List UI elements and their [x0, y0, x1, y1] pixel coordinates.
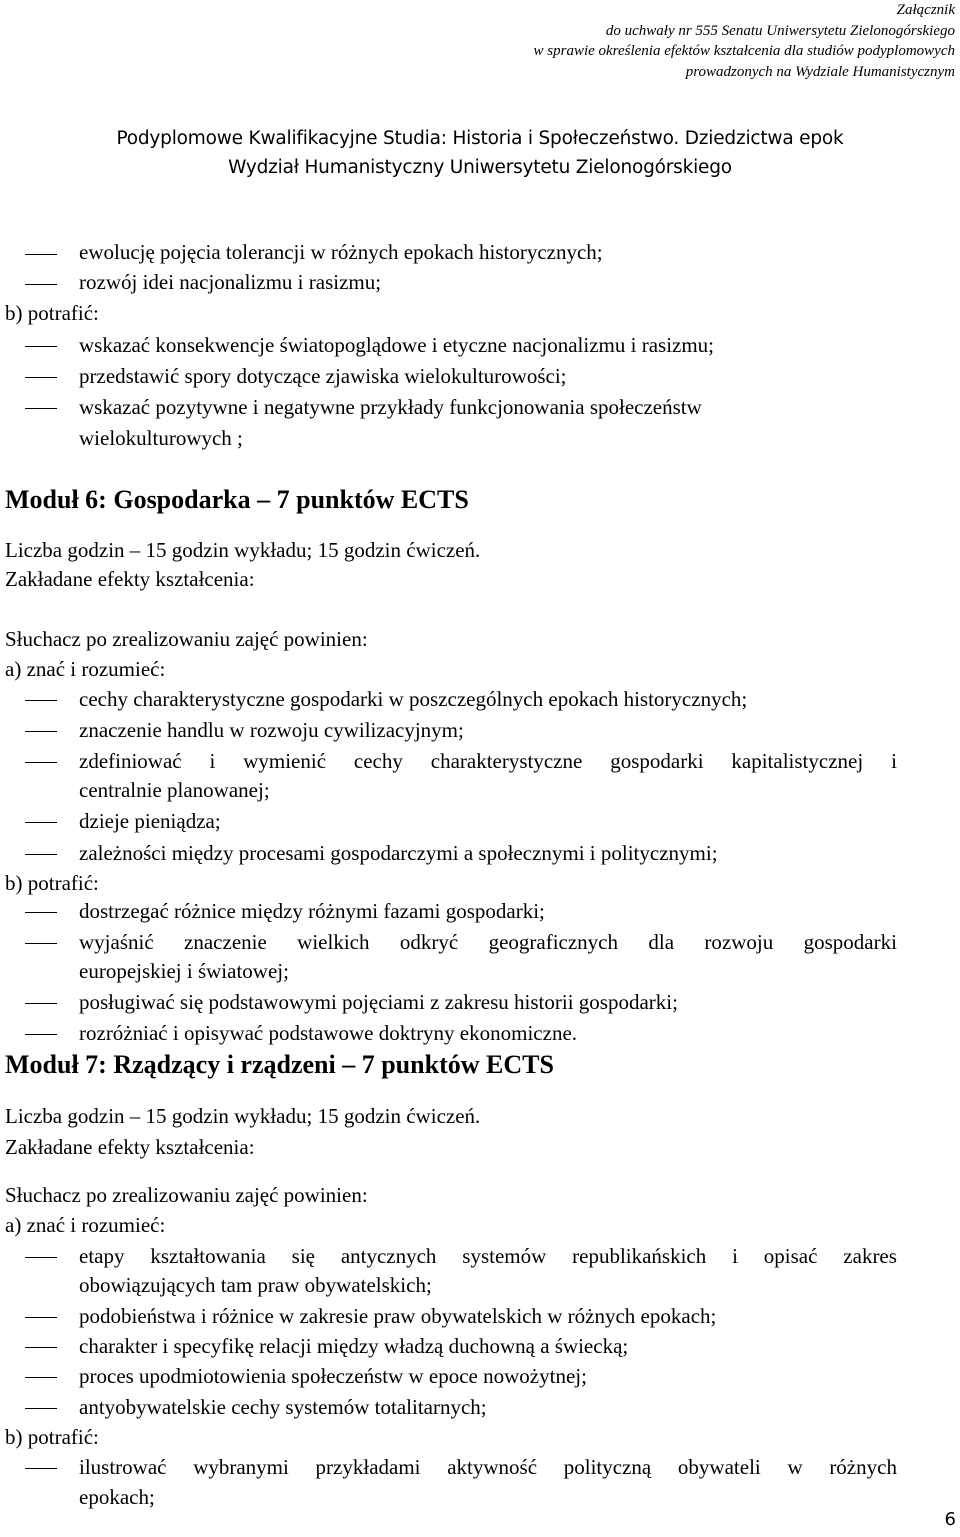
word: zakres: [843, 1244, 897, 1268]
section-label: b) potrafić:: [5, 871, 99, 895]
word: i: [732, 1244, 738, 1268]
word: cechy: [353, 749, 403, 773]
bullet-dash: [25, 700, 57, 701]
bullet-dash: [25, 1377, 57, 1378]
list-item: ewolucję pojęcia tolerancji w różnych epokach historycznych;: [79, 240, 603, 264]
list-item: proces upodmiotowienia społeczeństw w epoce nowożytnej;: [79, 1364, 587, 1388]
bullet-dash: [25, 1468, 57, 1469]
word: przykładami: [315, 1455, 421, 1479]
word: znaczenie: [184, 930, 267, 954]
word: i: [209, 749, 216, 773]
bullet-dash: [25, 1347, 57, 1348]
list-item: [79, 748, 897, 774]
word: wybranymi: [193, 1455, 289, 1479]
word: aktywność: [447, 1455, 538, 1479]
effects-label: Zakładane efekty kształcenia:: [5, 567, 255, 591]
section-label: a) znać i rozumieć:: [5, 1213, 166, 1237]
word: wyjaśnić: [79, 930, 154, 954]
word: geograficznych: [488, 930, 618, 954]
header-line: Załącznik: [896, 2, 955, 18]
module-heading: Moduł 6: Gospodarka – 7 punktów ECTS: [5, 485, 469, 514]
effects-label: Zakładane efekty kształcenia:: [5, 1135, 255, 1159]
list-item-continuation: epokach;: [79, 1485, 155, 1509]
bullet-dash: [25, 377, 57, 378]
list-item: dzieje pieniądza;: [79, 809, 221, 833]
list-item: cechy charakterystyczne gospodarki w poszczególnych epokach historycznych;: [79, 687, 748, 711]
word: polityczną: [563, 1455, 652, 1479]
list-item: wskazać pozytywne i negatywne przykłady funkcjonowania społeczeństw: [79, 395, 702, 419]
word: obywateli: [677, 1455, 761, 1479]
header-line: w sprawie określenia efektów kształcenia dla studiów podyplomowych: [533, 43, 955, 59]
section-label: a) znać i rozumieć:: [5, 657, 166, 681]
word: w: [787, 1455, 803, 1479]
list-item: rozróżniać i opisywać podstawowe doktryny ekonomiczne.: [79, 1021, 578, 1045]
word: różnych: [829, 1455, 897, 1479]
list-item: rozwój idei nacjonalizmu i rasizmu;: [79, 270, 382, 294]
bullet-dash: [25, 731, 57, 732]
student-line: Słuchacz po zrealizowaniu zajęć powinien:: [5, 627, 368, 651]
word: republikańskich: [572, 1244, 707, 1268]
word: systemów: [462, 1244, 547, 1268]
title-line: Wydział Humanistyczny Uniwersytetu Zielonogórskiego: [228, 157, 732, 178]
document-header: [534, 0, 955, 82]
word: wymienić: [243, 749, 327, 773]
bullet-dash: [25, 1257, 57, 1258]
word: i: [891, 749, 897, 773]
word: antycznych: [340, 1244, 437, 1268]
bullet-dash: [25, 1317, 57, 1318]
bullet-dash: [25, 822, 57, 823]
document-title: [0, 124, 960, 182]
bullet-dash: [25, 943, 57, 944]
word: kapitalistycznej: [731, 749, 864, 773]
word: etapy: [79, 1244, 125, 1268]
bullet-dash: [25, 254, 57, 255]
bullet-dash: [25, 1003, 57, 1004]
section-label: b) potrafić:: [5, 1425, 99, 1449]
bullet-dash: [25, 912, 57, 913]
list-item: podobieństwa i różnice w zakresie praw obywatelskich w różnych epokach;: [79, 1304, 717, 1328]
list-item-continuation: centralnie planowanej;: [79, 778, 270, 802]
list-item: wskazać konsekwencje światopoglądowe i etyczne nacjonalizmu i rasizmu;: [79, 333, 715, 357]
word: charakterystyczne: [430, 749, 583, 773]
word: kształtowania: [150, 1244, 266, 1268]
word: wielkich: [297, 930, 370, 954]
list-item: przedstawić spory dotyczące zjawiska wielokulturowości;: [79, 364, 567, 388]
title-line: Podyplomowe Kwalifikacyjne Studia: Historia i Społeczeństwo. Dziedzictwa epok: [116, 128, 844, 149]
header-line: prowadzonych na Wydziale Humanistycznym: [685, 63, 955, 80]
list-item: znaczenie handlu w rozwoju cywilizacyjnym;: [79, 718, 464, 742]
list-item-continuation: europejskiej i światowej;: [79, 959, 289, 983]
hours-line: Liczba godzin – 15 godzin wykładu; 15 godzin ćwiczeń.: [5, 1104, 481, 1128]
list-item: dostrzegać różnice między różnymi fazami gospodarki;: [79, 899, 545, 923]
list-item: [79, 1243, 897, 1269]
list-item: [79, 929, 897, 955]
bullet-dash: [25, 1034, 57, 1035]
list-item-continuation: obowiązujących tam praw obywatelskich;: [79, 1273, 432, 1297]
word: opisać: [763, 1244, 818, 1268]
list-item: zależności między procesami gospodarczymi a społecznymi i politycznymi;: [79, 841, 718, 865]
header-line: do uchwały nr 555 Senatu Uniwersytetu Zielonogórskiego: [605, 22, 955, 39]
page-number: 6: [944, 1509, 956, 1530]
section-label: b) potrafić:: [5, 301, 99, 325]
module-heading: Moduł 7: Rządzący i rządzeni – 7 punktów ECTS: [5, 1050, 554, 1079]
word: gospodarki: [610, 749, 704, 773]
bullet-dash: [25, 762, 57, 763]
word: gospodarki: [803, 930, 897, 954]
list-item: posługiwać się podstawowymi pojęciami z zakresu historii gospodarki;: [79, 990, 678, 1014]
bullet-dash: [25, 284, 57, 285]
word: rozwoju: [704, 930, 774, 954]
bullet-dash: [25, 854, 57, 855]
word: się: [291, 1244, 315, 1268]
list-item: [79, 1454, 897, 1480]
bullet-dash: [25, 408, 57, 409]
list-item: charakter i specyfikę relacji między władzą duchowną a świecką;: [79, 1334, 629, 1358]
student-line: Słuchacz po zrealizowaniu zajęć powinien:: [5, 1183, 368, 1207]
hours-line: Liczba godzin – 15 godzin wykładu; 15 godzin ćwiczeń.: [5, 538, 481, 562]
bullet-dash: [25, 1408, 57, 1409]
list-item-continuation: wielokulturowych ;: [79, 426, 243, 450]
word: dla: [648, 930, 675, 954]
bullet-dash: [25, 346, 57, 347]
word: ilustrować: [79, 1455, 167, 1479]
list-item: antyobywatelskie cechy systemów totalitarnych;: [79, 1395, 487, 1419]
word: zdefiniować: [79, 749, 182, 773]
word: odkryć: [399, 930, 459, 954]
